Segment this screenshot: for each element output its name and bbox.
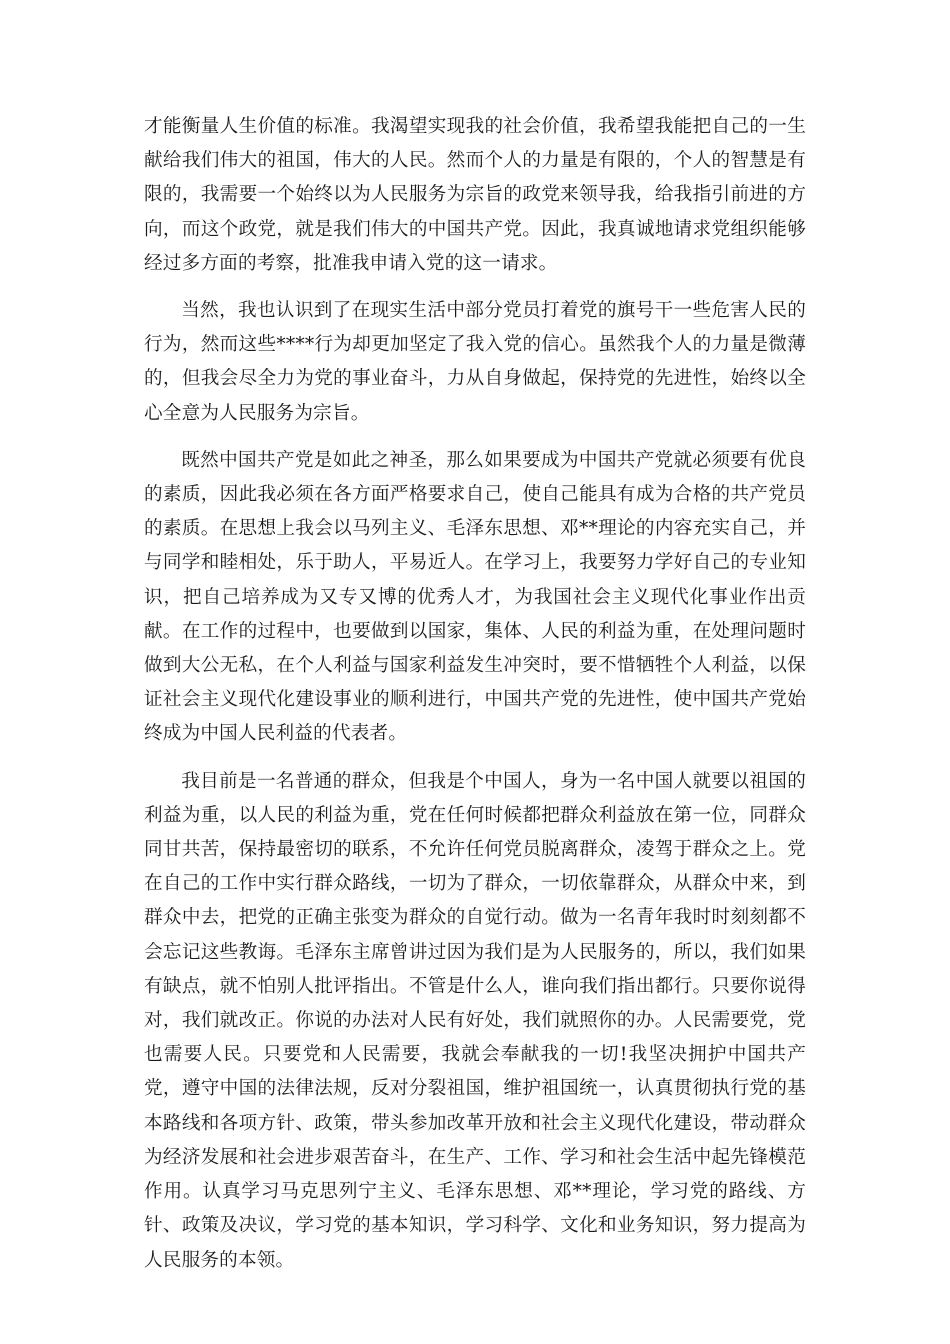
paragraph-4: 我目前是一名普通的群众，但我是个中国人，身为一名中国人就要以祖国的利益为重，以人民的利益为重，党在任何时候都把群众利益放在第一位，同群众同甘共苦，保持最密切的联系，不允许任何党员脱离群众，凌驾于群众之上。党在自己的工作中实行群众路线，一切为了群众，一切依靠群众，从群众中来，到群众中去，把党的正确主张变为群众的自觉行动。做为一名青年我时时刻刻都不会忘记这些教诲。毛泽东主席曾讲过因为我们是为人民服务的，所以，我们如果有缺点，就不怕别人批评指出。不管是什么人，谁向我们指出都行。只要你说得对，我们就改正。你说的办法对人民有好处，我们就照你的办。人民需要党，党也需要人民。只要党和人民需要，我就会奉献我的一切!我坚决拥护中国共产党，遵守中国的法律法规，反对分裂祖国，维护祖国统一，认真贯彻执行党的基本路线和各项方针、政策，带头参加改革开放和社会主义现代化建设，带动群众为经济发展和社会进步艰苦奋斗，在生产、工作、学习和社会生活中起先锋模范作用。认真学习马克思列宁主义、毛泽东思想、邓**理论，学习党的路线、方针、政策及决议，学习党的基本知识，学习科学、文化和业务知识，努力提高为人民服务的本领。 (144, 770, 806, 1271)
paragraph-2: 当然，我也认识到了在现实生活中部分党员打着党的旗号干一些危害人民的行为，然而这些****行为却更加坚定了我入党的信心。虽然我个人的力量是微薄的，但我会尽全力为党的事业奋斗，力从自身做起，保持党的先进性，始终以全心全意为人民服务为宗旨。 (144, 300, 806, 424)
document-page (144, 110, 806, 1291)
paragraph-1: 才能衡量人生价值的标准。我渴望实现我的社会价值，我希望我能把自己的一生献给我们伟大的祖国，伟大的人民。然而个人的力量是有限的，个人的智慧是有限的，我需要一个始终以为人民服务为宗旨的政党来领导我，给我指引前进的方向，而这个政党，就是我们伟大的中国共产党。因此，我真诚地请求党组织能够经过多方面的考察，批准我申请入党的这一请求。 (144, 116, 806, 274)
paragraph-3: 既然中国共产党是如此之神圣，那么如果要成为中国共产党就必须要有优良的素质，因此我必须在各方面严格要求自己，使自己能具有成为合格的共产党员的素质。在思想上我会以马列主义、毛泽东思想、邓**理论的内容充实自己，并与同学和睦相处，乐于助人，平易近人。在学习上，我要努力学好自己的专业知识，把自己培养成为又专又博的优秀人才，为我国社会主义现代化事业作出贡献。在工作的过程中，也要做到以国家，集体、人民的利益为重，在处理问题时做到大公无私，在个人利益与国家利益发生冲突时，要不惜牺牲个人利益，以保证社会主义现代化建设事业的顺利进行，中国共产党的先进性，使中国共产党始终成为中国人民利益的代表者。 (144, 449, 806, 745)
